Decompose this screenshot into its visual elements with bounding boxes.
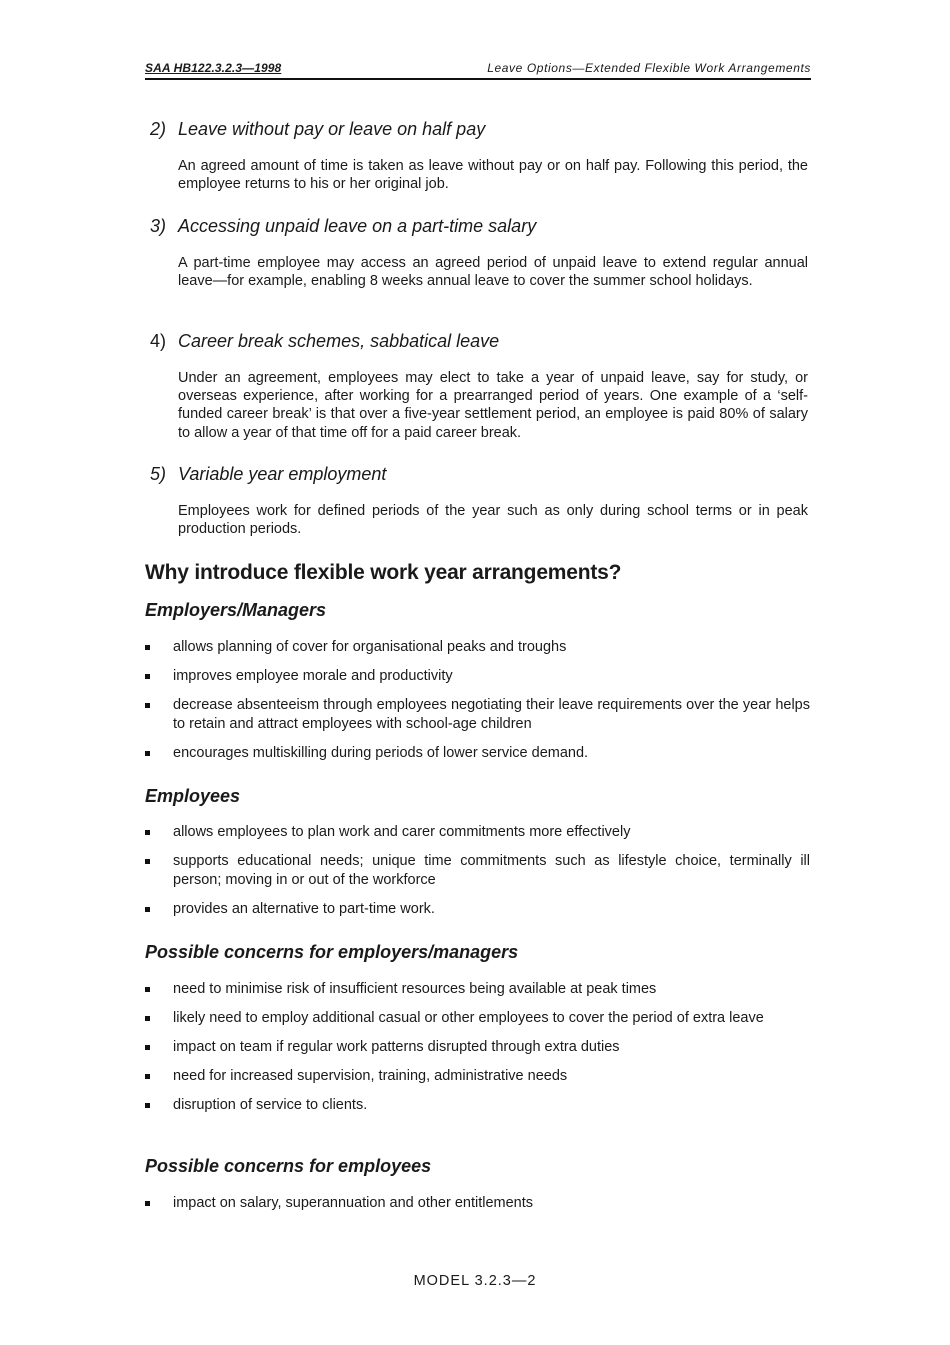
list-item <box>145 1067 810 1086</box>
option-title: Leave without pay or leave on half pay <box>178 119 486 139</box>
employees-heading: Employees <box>145 786 241 806</box>
list-item-text: allows planning of cover for organisational peaks and troughs <box>173 639 567 655</box>
bullet-icon <box>145 859 150 864</box>
concerns-employees-list <box>145 1194 810 1213</box>
bullet-icon <box>145 751 150 756</box>
option-title: Career break schemes, sabbatical leave <box>178 331 500 351</box>
option-number: 2) <box>150 119 167 139</box>
list-item <box>145 1096 810 1115</box>
option-5 <box>150 463 810 538</box>
option-4 <box>150 330 810 442</box>
option-2 <box>150 118 810 193</box>
option-title: Accessing unpaid leave on a part-time salary <box>178 216 537 236</box>
bullet-icon <box>145 987 150 992</box>
list-item <box>145 638 810 657</box>
option-3 <box>150 215 810 290</box>
bullet-icon <box>145 674 150 679</box>
option-title: Variable year employment <box>178 464 387 484</box>
option-body: A part-time employee may access an agreed period of unpaid leave to extend regular annual leave—for example, enabling 8 weeks annual leave to cover the summer school holidays. <box>178 255 808 290</box>
list-item <box>145 1194 810 1213</box>
bullet-icon <box>145 645 150 650</box>
list-item-text: decrease absenteeism through employees negotiating their leave requirements over the year helps to retain and attract employees with school-age children <box>173 697 810 732</box>
list-item <box>145 744 810 763</box>
option-heading <box>150 463 810 485</box>
list-item-text: provides an alternative to part-time work. <box>173 901 435 917</box>
section-title: Leave Options—Extended Flexible Work Arrangements <box>487 61 811 75</box>
list-item-text: supports educational needs; unique time commitments such as lifestyle choice, terminally ill person; moving in or out of the workforce <box>173 853 810 888</box>
option-heading <box>150 330 810 352</box>
main-heading: Why introduce flexible work year arrangements? <box>145 561 622 584</box>
list-item <box>145 823 810 842</box>
list-item-text: disruption of service to clients. <box>173 1097 368 1113</box>
list-item-text: allows employees to plan work and carer commitments more effectively <box>173 824 631 840</box>
list-item <box>145 1038 810 1057</box>
employers-list <box>145 638 810 763</box>
option-number: 3) <box>150 216 167 236</box>
option-heading <box>150 118 810 140</box>
concerns-employees-heading: Possible concerns for employees <box>145 1156 432 1176</box>
list-item <box>145 852 810 890</box>
list-item-text: impact on salary, superannuation and other entitlements <box>173 1195 534 1211</box>
list-item-text: need to minimise risk of insufficient resources being available at peak times <box>173 981 657 997</box>
employees-list <box>145 823 810 919</box>
bullet-icon <box>145 1045 150 1050</box>
list-item-text: impact on team if regular work patterns disrupted through extra duties <box>173 1039 620 1055</box>
bullet-icon <box>145 1201 150 1206</box>
concerns-employers-heading: Possible concerns for employers/managers <box>145 942 519 962</box>
list-item <box>145 980 810 999</box>
list-item-text: encourages multiskilling during periods of lower service demand. <box>173 745 589 761</box>
option-heading <box>150 215 810 237</box>
list-item <box>145 696 810 734</box>
option-body: Under an agreement, employees may elect to take a year of unpaid leave, say for study, or overseas experience, after working for a prearranged period of years. One example of a ‘self-funded career break’ is that over a five-year settlement period, an employee is paid 80% of salary to allow a year of that time off for a paid career break. <box>178 370 808 441</box>
employers-heading: Employers/Managers <box>145 600 327 620</box>
list-item-text: improves employee morale and productivity <box>173 668 453 684</box>
running-header <box>145 60 811 80</box>
bullet-icon <box>145 907 150 912</box>
bullet-icon <box>145 703 150 708</box>
option-number: 5) <box>150 464 167 484</box>
document-code: SAA HB122.3.2.3—1998 <box>145 61 282 75</box>
page-footer: MODEL 3.2.3—2 <box>413 1273 537 1289</box>
bullet-icon <box>145 1016 150 1021</box>
list-item <box>145 667 810 686</box>
option-number: 4) <box>150 331 167 351</box>
bullet-icon <box>145 1103 150 1108</box>
list-item <box>145 900 810 919</box>
list-item-text: need for increased supervision, training, administrative needs <box>173 1068 568 1084</box>
list-item <box>145 1009 810 1028</box>
bullet-icon <box>145 830 150 835</box>
concerns-employers-list <box>145 980 810 1115</box>
option-body: Employees work for defined periods of the year such as only during school terms or in peak production periods. <box>178 503 808 538</box>
option-body: An agreed amount of time is taken as leave without pay or on half pay. Following this period, the employee returns to his or her original job. <box>178 158 808 193</box>
list-item-text: likely need to employ additional casual or other employees to cover the period of extra leave <box>173 1010 764 1026</box>
bullet-icon <box>145 1074 150 1079</box>
